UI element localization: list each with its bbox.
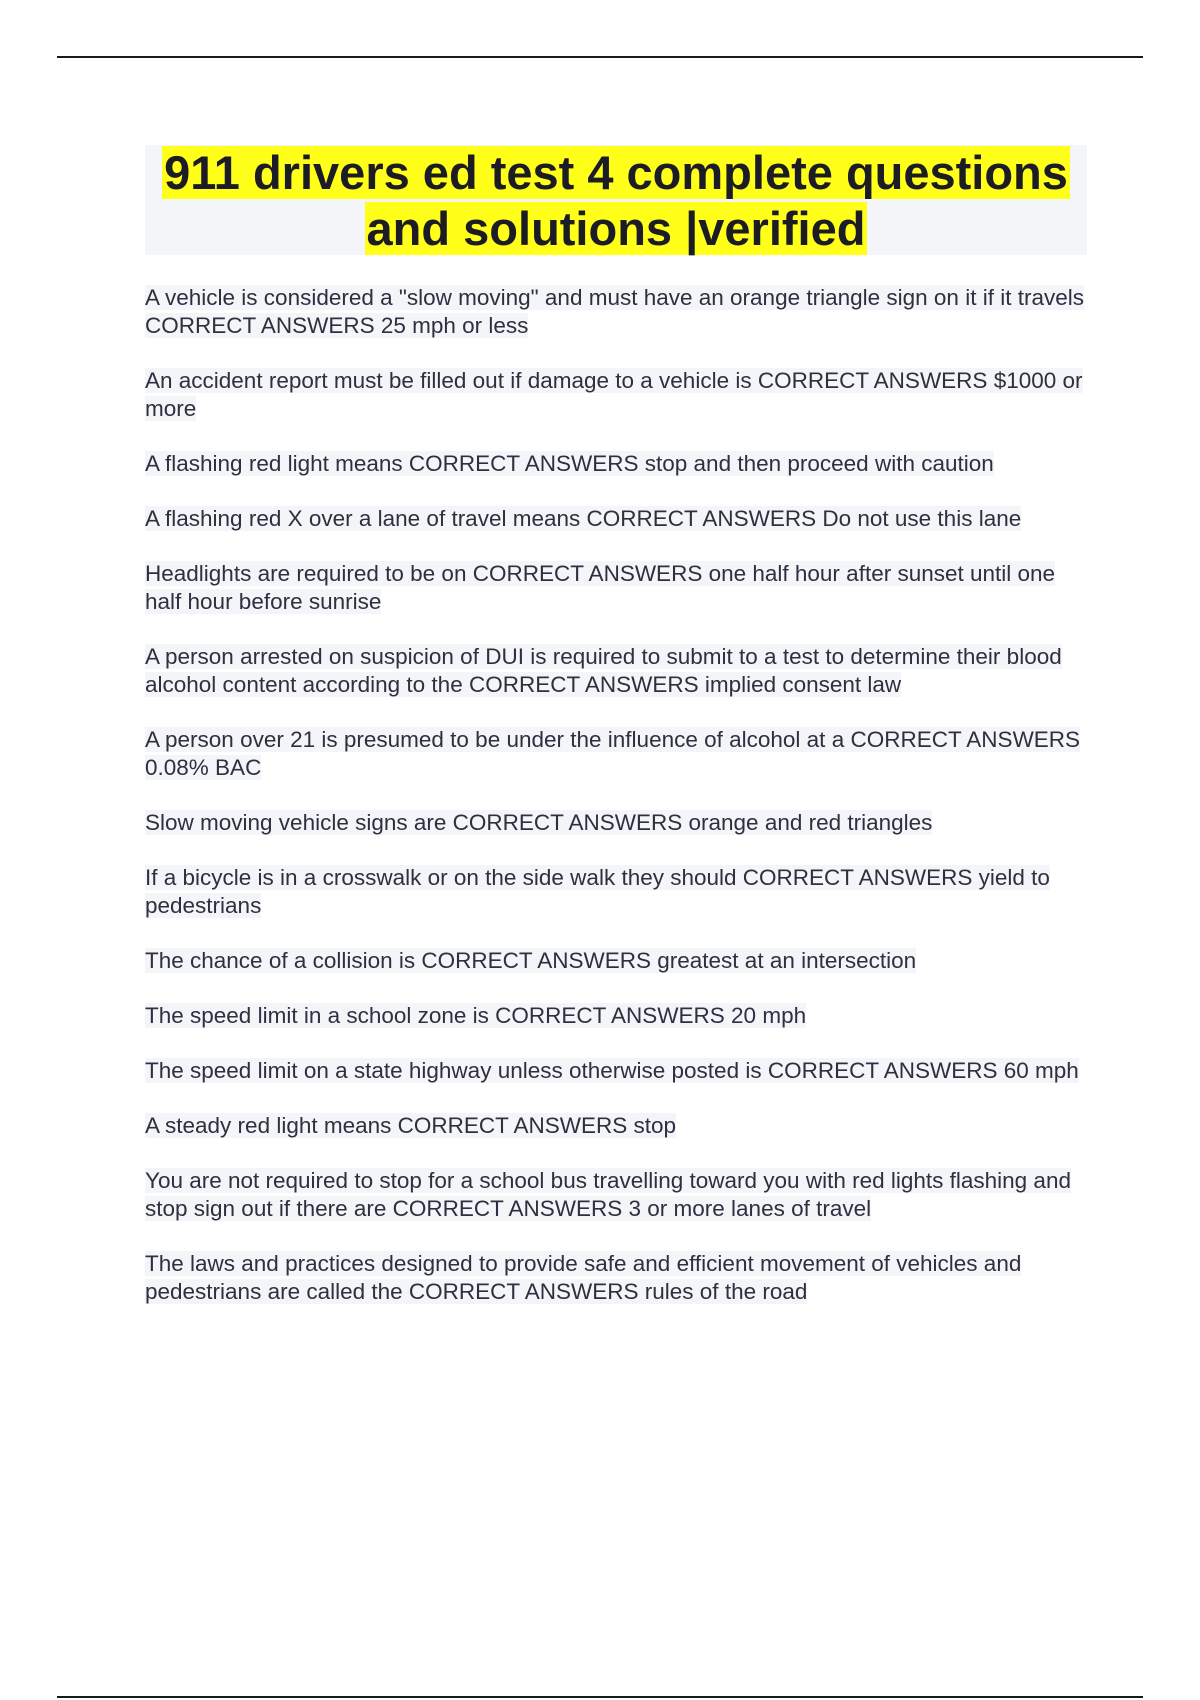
- qa-text: Slow moving vehicle signs are CORRECT ANSWERS orange and red triangles: [145, 810, 933, 835]
- top-rule: [57, 56, 1143, 58]
- list-item: [145, 505, 1095, 533]
- list-item: [145, 726, 1095, 782]
- list-item: [145, 1057, 1095, 1085]
- qa-text: You are not required to stop for a school bus travelling toward you with red lights flashing and stop sign out if there are CORRECT ANSWERS 3 or more lanes of travel: [145, 1168, 1071, 1221]
- list-item: [145, 947, 1095, 975]
- qa-text: Headlights are required to be on CORRECT ANSWERS one half hour after sunset until one half hour before sunrise: [145, 561, 1056, 614]
- qa-text: A vehicle is considered a "slow moving" and must have an orange triangle sign on it if it travels CORRECT ANSWERS 25 mph or less: [145, 285, 1084, 338]
- qa-text: The laws and practices designed to provide safe and efficient movement of vehicles and pedestrians are called the CORRECT ANSWERS rules of the road: [145, 1251, 1022, 1304]
- list-item: [145, 1112, 1095, 1140]
- list-item: [145, 643, 1095, 699]
- list-item: [145, 1250, 1095, 1306]
- qa-text: If a bicycle is in a crosswalk or on the side walk they should CORRECT ANSWERS yield to pedestrians: [145, 865, 1050, 918]
- bottom-rule: [57, 1696, 1143, 1698]
- qa-text: A flashing red X over a lane of travel means CORRECT ANSWERS Do not use this lane: [145, 506, 1022, 531]
- qa-list: [145, 284, 1095, 1333]
- qa-text: An accident report must be filled out if damage to a vehicle is CORRECT ANSWERS $1000 or more: [145, 368, 1083, 421]
- list-item: [145, 809, 1095, 837]
- qa-text: A person over 21 is presumed to be under the influence of alcohol at a CORRECT ANSWERS 0.08% BAC: [145, 727, 1081, 780]
- qa-text: The speed limit on a state highway unless otherwise posted is CORRECT ANSWERS 60 mph: [145, 1058, 1079, 1083]
- list-item: [145, 560, 1095, 616]
- qa-text: A flashing red light means CORRECT ANSWERS stop and then proceed with caution: [145, 451, 994, 476]
- qa-text: The speed limit in a school zone is CORRECT ANSWERS 20 mph: [145, 1003, 807, 1028]
- list-item: [145, 450, 1095, 478]
- document-title: 911 drivers ed test 4 complete questions and solutions |verified: [164, 146, 1068, 255]
- list-item: [145, 1167, 1095, 1223]
- qa-text: A person arrested on suspicion of DUI is required to submit to a test to determine their blood alcohol content according to the CORRECT ANSWERS implied consent law: [145, 644, 1062, 697]
- title-block: [145, 145, 1087, 255]
- qa-text: The chance of a collision is CORRECT ANSWERS greatest at an intersection: [145, 948, 917, 973]
- list-item: [145, 864, 1095, 920]
- list-item: [145, 367, 1095, 423]
- qa-text: A steady red light means CORRECT ANSWERS stop: [145, 1113, 677, 1138]
- list-item: [145, 1002, 1095, 1030]
- list-item: [145, 284, 1095, 340]
